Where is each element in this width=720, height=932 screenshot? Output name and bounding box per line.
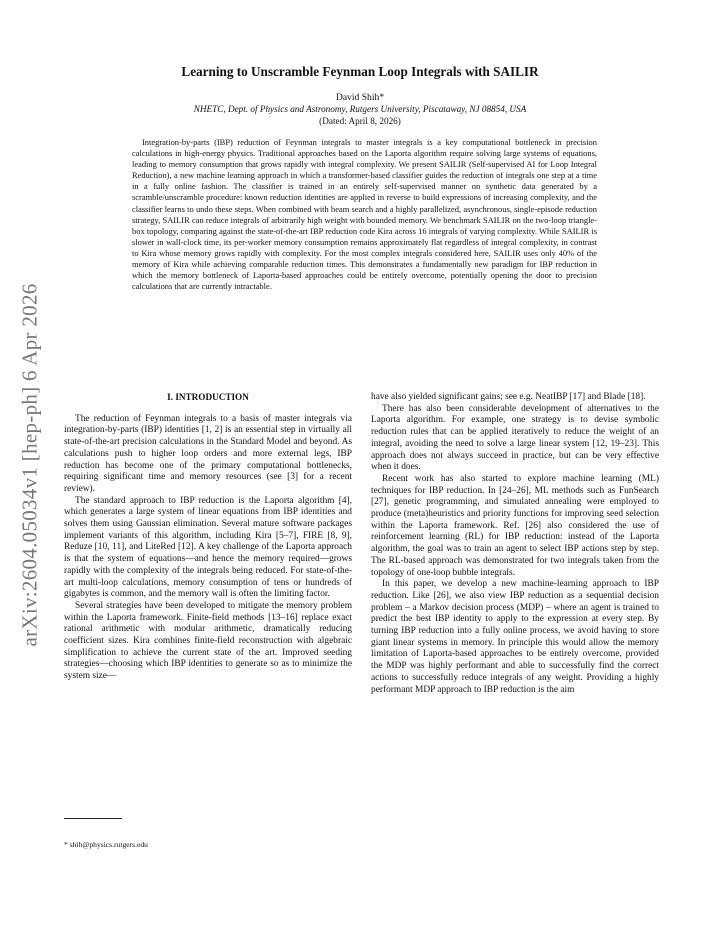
paragraph: In this paper, we develop a new machine-learning approach to IBP reduction. Like [26], we also view IBP reduction as a sequential decision problem – a Markov decision process (MDP) – where an agent is trained to predict the best IBP identity to apply to the expression at every step. By turning IBP reduction into a fully online process, we avoid having to store giant linear systems in memory. In principle this would allow the memory limitation of Laporta-based approaches to be entirely overcome, provided the MDP was highly performant and able to successfully find the correct actions to successfully reduce integrals of any weight. Providing a highly performant MDP approach to IBP reduction is the aim [371,579,659,695]
paragraph: Recent work has also started to explore machine learning (ML) techniques for IBP reduction. In [24–26], ML methods such as FunSearch [27], genetic programming, and simulated annealing were employed to produce (meta)heuristics and priority functions for improving seed selection within the Laporta framework. Ref. [26] also considered the use of reinforcement learning (RL) for IBP reduction: instead of the Laporta algorithm, the goal was to train an agent to select IBP actions step by step. The RL-based approach was demonstrated for two integrals taken from the topology of one-loop bubble integrals. [371,473,659,578]
author-affiliation: NHETC, Dept. of Physics and Astronomy, Rutgers University, Piscataway, NJ 08854, USA [193,104,527,114]
paper-date: (Dated: April 8, 2026) [319,116,401,126]
paragraph: There has also been considerable development of alternatives to the Laporta algorithm. For example, one strategy is to devise symbolic reduction rules that can be applied iteratively to reduce the weight of an integral, avoiding the need to solve a large linear system [12, 19–23]. This approach does not always succeed in practice, but can be very effective when it does. [371,403,659,473]
abstract: Integration-by-parts (IBP) reduction of Feynman integrals to master integrals is a key computational bottleneck in precision calculations in high-energy physics. Traditional approaches based on the Laporta algorithm require solving large systems of equations, leading to memory consumption that grows rapidly with integral complexity. We present SAILIR (Self-supervised AI for Loop Integral Reduction), a new machine learning approach in which a transformer-based classifier guides the reduction of integrals one step at a time in a fully online fashion. The classifier is trained in an entirely self-supervised manner on synthetic data generated by a scramble/unscramble procedure: known reduction identities are applied in reverse to build expressions of increasing complexity, and the classifier learns to undo these steps. When combined with beam search and a highly parallelized, asynchronous, single-episode reduction strategy, SAILIR can reduce integrals of arbitrarily high weight with bounded memory. We benchmark SAILIR on the two-loop triangle-box topology, comparing against the state-of-the-art IBP reduction code Kira across 16 integrals of varying complexity. While SAILIR is slower in wall-clock time, its per-worker memory consumption remains approximately flat regardless of integral complexity, in contrast to Kira whose memory grows rapidly with complexity. For the most complex integrals considered here, SAILIR uses only 40% of the memory of Kira while achieving comparable reduction times. This demonstrates a fundamentally new paradigm for IBP reduction in which the memory bottleneck of Laporta-based approaches could be entirely overcome, potentially opening the door to precision calculations that are currently intractable. [132,137,597,292]
author-name: David Shih* [335,92,385,103]
paragraph: have also yielded significant gains; see e.g. NeatIBP [17] and Blade [18]. [371,392,646,402]
paper-title: Learning to Unscramble Feynman Loop Integrals with SAILIR [181,64,539,79]
left-column [64,392,352,683]
footnote-email: * shih@physics.rutgers.edu [64,840,148,849]
section-heading: I. INTRODUCTION [167,392,249,402]
paragraph: Several strategies have been developed to mitigate the memory problem within the Laporta framework. Finite-field methods [13–16] replace exact rational arithmetic with modular arithmetic, dramatically reducing coefficient sizes. Kira combines finite-field reconstruction with algebraic simplification to achieve the current state of the art. Improved seeding strategies—choosing which IBP identities to generate so as to minimize the system size— [64,600,352,682]
right-column [371,392,659,696]
paragraph: The standard approach to IBP reduction is the Laporta algorithm [4], which generates a large system of linear equations from IBP identities and solves them using Gaussian elimination. Several mature software packages implement variants of this algorithm, including Kira [5–7], FIRE [8, 9], Reduze [10, 11], and LiteRed [12]. A key challenge of the Laporta approach is that the system of equations—and hence the memory required—grows rapidly with the complexity of the integrals being reduced. For state-of-the-art multi-loop calculations, memory consumption of tens or hundreds of gigabytes is common, and the memory wall is often the limiting factor. [64,495,352,600]
paragraph: The reduction of Feynman integrals to a basis of master integrals via integration-by-parts (IBP) identities [1, 2] is an essential step in virtually all state-of-the-art precision calculations in the Standard Model and beyond. As calculations push to higher loop orders and more external legs, IBP reduction has become one of the primary computational bottlenecks, requiring significant time and memory resources (see [3] for a recent review). [64,413,352,494]
arxiv-identifier: arXiv:2604.05034v1 [hep-ph] 6 Apr 2026 [17,283,42,647]
footnote-rule [64,818,122,819]
arxiv-sidebar-stamp [10,250,50,680]
